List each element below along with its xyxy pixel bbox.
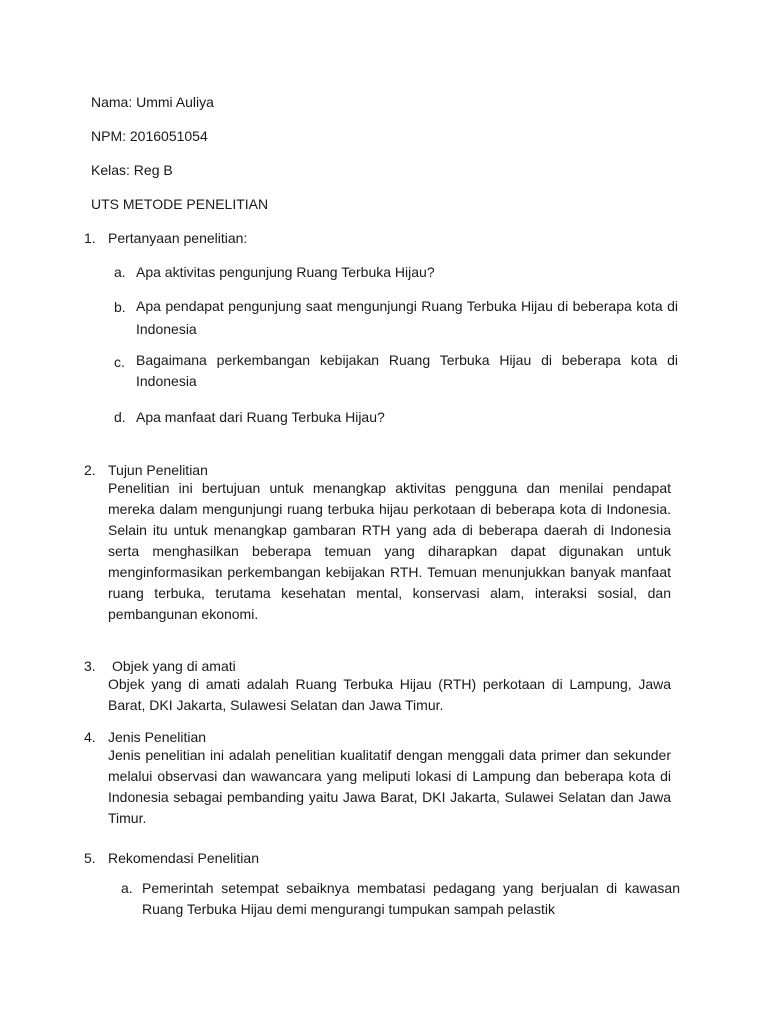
document-title: UTS METODE PENELITIAN xyxy=(91,196,269,212)
section-2-title: Tujun Penelitian xyxy=(108,462,208,478)
question-d-text: Apa manfaat dari Ruang Terbuka Hijau? xyxy=(136,409,385,425)
section-4-number: 4. xyxy=(84,729,96,745)
question-a-text: Apa aktivitas pengunjung Ruang Terbuka Hijau? xyxy=(136,264,435,280)
section-3-title: Objek yang di amati xyxy=(112,658,236,674)
student-npm: NPM: 2016051054 xyxy=(91,128,208,144)
question-d-letter: d. xyxy=(114,409,126,425)
section-3-number: 3. xyxy=(84,658,96,674)
question-b-text: Apa pendapat pengunjung saat mengunjungi Ruang Terbuka Hijau di beberapa kota di Indonesia xyxy=(136,298,678,337)
question-a-letter: a. xyxy=(114,264,126,280)
section-3-paragraph: Objek yang di amati adalah Ruang Terbuka Hijau (RTH) perkotaan di Lampung, Jawa Barat, DKI Jakarta, Sulawesi Selatan dan Jawa Timur. xyxy=(108,676,671,713)
section-1-title: Pertanyaan penelitian: xyxy=(108,230,248,246)
section-4-title: Jenis Penelitian xyxy=(108,729,207,745)
section-1-number: 1. xyxy=(84,230,96,246)
section-5-title: Rekomendasi Penelitian xyxy=(108,850,259,866)
question-c-text: Bagaimana perkembangan kebijakan Ruang Terbuka Hijau di beberapa kota di Indonesia xyxy=(136,352,678,389)
recommendation-a-text: Pemerintah setempat sebaiknya membatasi pedagang yang berjualan di kawasan Ruang Terbuka Hijau demi mengurangi tumpukan sampah pelastik xyxy=(142,880,680,917)
section-2-number: 2. xyxy=(84,462,96,478)
section-5-number: 5. xyxy=(84,850,96,866)
student-class: Kelas: Reg B xyxy=(91,162,173,178)
section-4-paragraph: Jenis penelitian ini adalah penelitian kualitatif dengan menggali data primer dan sekunder melalui observasi dan wawancara yang meliputi lokasi di Lampung dan beberapa kota di Indonesia sebagai pembanding yaitu Jawa Barat, DKI Jakarta, Sulawei Selatan dan Jawa Timur. xyxy=(108,747,671,826)
student-name: Nama: Ummi Auliya xyxy=(91,94,214,110)
question-c-letter: c. xyxy=(114,354,125,370)
question-b-letter: b. xyxy=(114,299,126,315)
recommendation-a-letter: a. xyxy=(121,880,133,896)
section-2-paragraph: Penelitian ini bertujuan untuk menangkap aktivitas pengguna dan menilai pendapat mereka dalam mengunjungi ruang terbuka hijau perkotaan di beberapa kota di Indonesia. Selain itu untuk menangkap gambaran RTH yang ada di beberapa daerah di Indonesia serta menghasilkan beberapa temuan yang diharapkan dapat digunakan untuk menginformasikan perkembangan kebijakan RTH. Temuan menunjukkan banyak manfaat ruang terbuka, terutama kesehatan mental, konservasi alam, interaksi sosial, dan pembangunan ekonomi. xyxy=(108,480,671,622)
